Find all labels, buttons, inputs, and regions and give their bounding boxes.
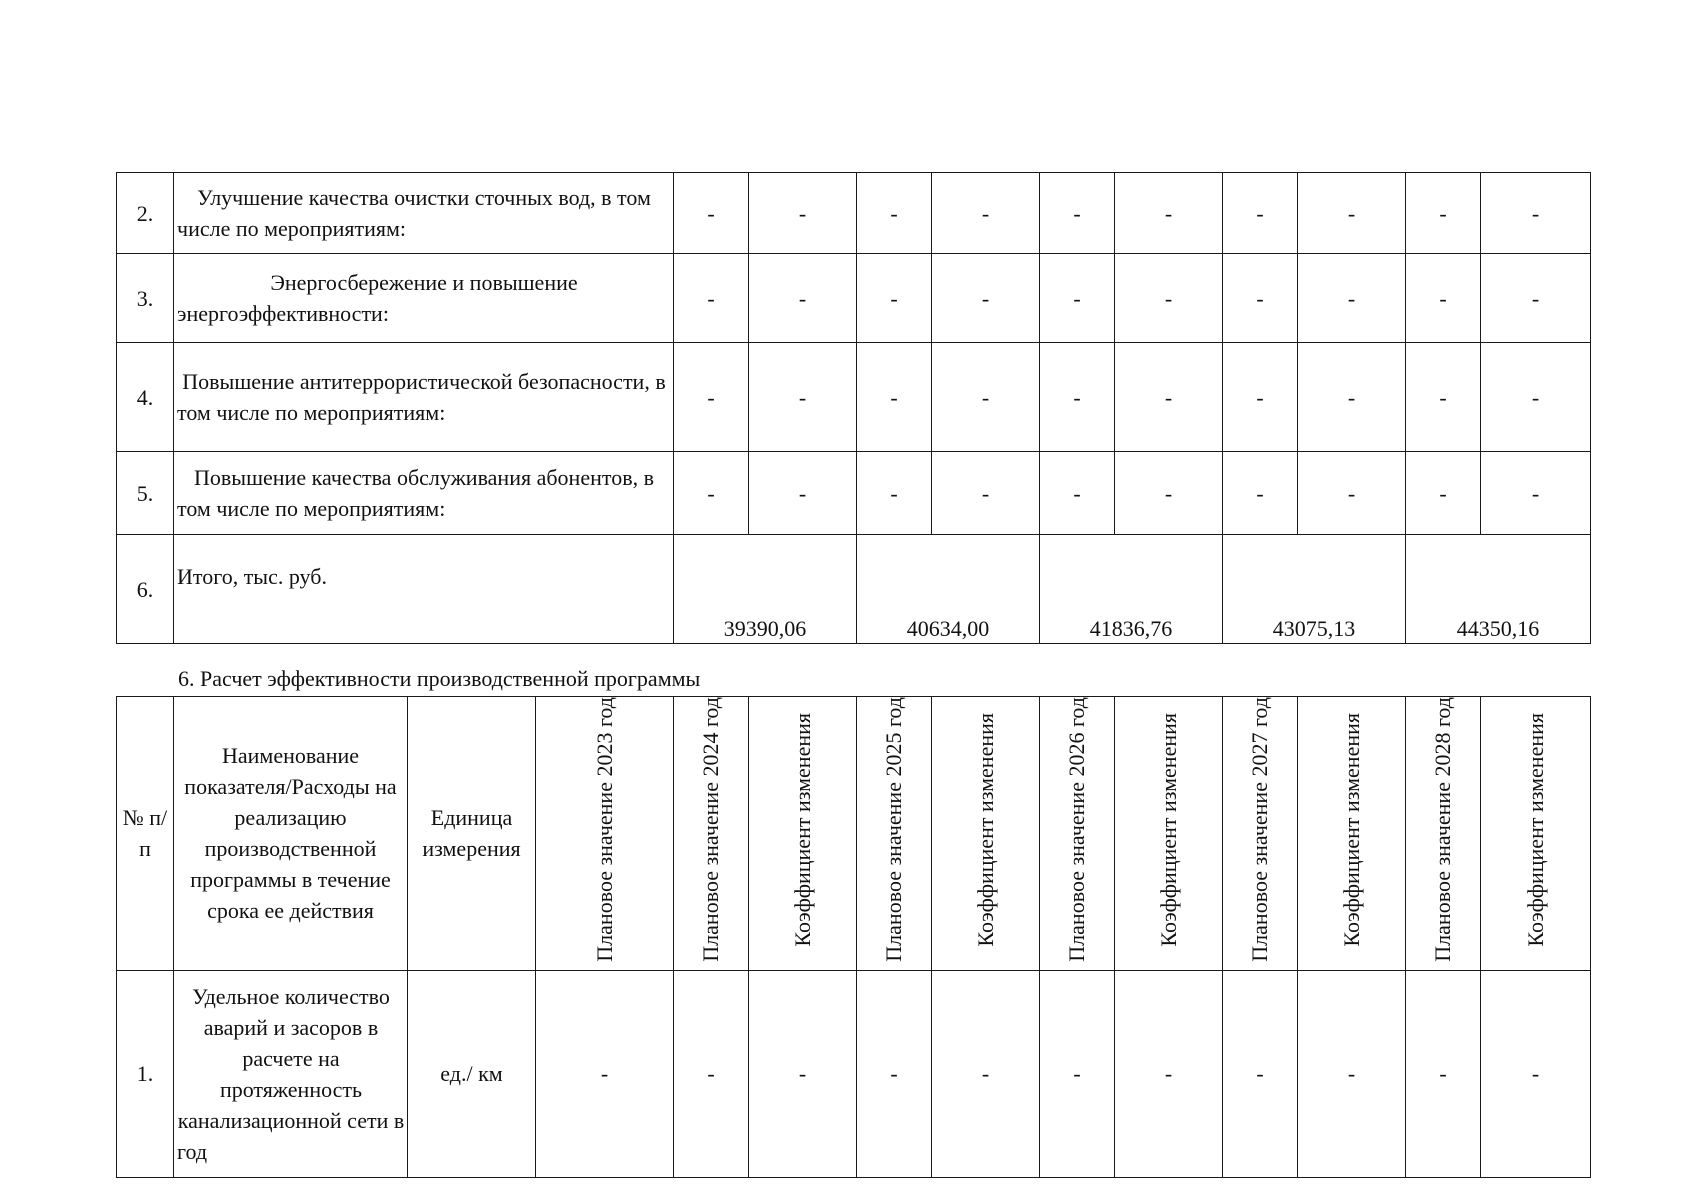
header-coef	[1298, 697, 1406, 971]
header-plan-2026	[1040, 697, 1115, 971]
table-cell: -	[1298, 452, 1406, 535]
table-cell: -	[1115, 452, 1223, 535]
header-label: Плановое значение 2027 год	[1247, 697, 1272, 962]
header-coef	[1481, 697, 1591, 971]
table-cell: -	[1223, 254, 1298, 343]
table-row	[117, 970, 1591, 1177]
table-cell: -	[1040, 343, 1115, 452]
row-number: 6.	[117, 535, 174, 644]
table-row	[117, 452, 1591, 535]
header-label: Коэффициент изменения	[1155, 712, 1181, 947]
header-plan-2027	[1223, 697, 1298, 971]
row-name: Повышение антитеррористической безопасности, в том числе по мероприятиям:	[174, 343, 674, 452]
header-label: Плановое значение 2025 год	[881, 697, 906, 962]
table-cell: -	[1223, 452, 1298, 535]
table-cell: -	[857, 343, 932, 452]
table-cell: -	[1406, 970, 1481, 1177]
row-name: Улучшение качества очистки сточных вод, в том числе по мероприятиям:	[174, 173, 674, 254]
table-cell: -	[1040, 173, 1115, 254]
header-num: № п/п	[117, 697, 174, 971]
table-cell: -	[932, 970, 1040, 1177]
table-cell: -	[857, 970, 932, 1177]
table-cell: -	[1115, 970, 1223, 1177]
total-cell	[674, 535, 857, 644]
table-cell: -	[1115, 173, 1223, 254]
table-cell: -	[857, 173, 932, 254]
total-value: 40634,00	[906, 616, 990, 641]
total-value: 44350,16	[1456, 616, 1540, 641]
table-cell: -	[1115, 343, 1223, 452]
table-cell: -	[1481, 970, 1591, 1177]
table-cell: -	[674, 343, 749, 452]
row-number: 4.	[117, 343, 174, 452]
row-name: Итого, тыс. руб.	[174, 535, 674, 644]
table-cell: -	[1481, 343, 1591, 452]
table-cell: -	[1040, 970, 1115, 1177]
table-cell: -	[674, 254, 749, 343]
table-cell: -	[749, 173, 857, 254]
header-coef	[749, 697, 857, 971]
table-cell: -	[1040, 452, 1115, 535]
row-number: 5.	[117, 452, 174, 535]
header-label: Коэффициент изменения	[1338, 712, 1364, 947]
table-cell: -	[1481, 173, 1591, 254]
table-cell: -	[932, 452, 1040, 535]
header-coef	[1115, 697, 1223, 971]
row-number: 3.	[117, 254, 174, 343]
table-cell: -	[1115, 254, 1223, 343]
total-cell	[1040, 535, 1223, 644]
table-cell: -	[857, 452, 932, 535]
total-value: 43075,13	[1272, 616, 1356, 641]
row-unit: ед./ км	[408, 970, 536, 1177]
total-cell	[1406, 535, 1591, 644]
table-cell: -	[857, 254, 932, 343]
table-row	[117, 254, 1591, 343]
table-cell: -	[1481, 254, 1591, 343]
table-cell: -	[1223, 173, 1298, 254]
table-cell: -	[932, 173, 1040, 254]
row-name: Удельное количество аварий и засоров в расчете на протяженность канализационной сети в год	[174, 970, 408, 1177]
header-name: Наименование показателя/Расходы на реализацию производственной программы в течение срока ее действия	[174, 697, 408, 971]
header-label: Плановое значение 2024 год	[698, 697, 723, 962]
total-row	[117, 535, 1591, 644]
table-cell: -	[1406, 254, 1481, 343]
table-cell: -	[674, 173, 749, 254]
table-cell: -	[749, 254, 857, 343]
table-cell: -	[1298, 254, 1406, 343]
header-plan-2028	[1406, 697, 1481, 971]
header-plan-2023	[536, 697, 674, 971]
table-cell: -	[674, 452, 749, 535]
efficiency-table	[116, 696, 1591, 1178]
table-cell: -	[1040, 254, 1115, 343]
header-label: Коэффициент изменения	[789, 712, 815, 947]
table-cell: -	[1406, 343, 1481, 452]
total-value: 39390,06	[723, 616, 807, 641]
header-unit: Единица измерения	[408, 697, 536, 971]
table-cell: -	[1298, 173, 1406, 254]
table-cell: -	[1223, 970, 1298, 1177]
row-number: 2.	[117, 173, 174, 254]
table-cell: -	[1298, 343, 1406, 452]
table-cell: -	[1481, 452, 1591, 535]
table-cell: -	[932, 343, 1040, 452]
table-cell: -	[1223, 343, 1298, 452]
table-cell: -	[749, 970, 857, 1177]
row-number: 1.	[117, 970, 174, 1177]
table-cell: -	[749, 452, 857, 535]
header-plan-2025	[857, 697, 932, 971]
table-cell: -	[1406, 452, 1481, 535]
header-label: Коэффициент изменения	[972, 712, 998, 947]
row-name: Энергосбережение и повышение энергоэффективности:	[174, 254, 674, 343]
table-cell: -	[1406, 173, 1481, 254]
table-cell: -	[932, 254, 1040, 343]
header-label: Плановое значение 2026 год	[1064, 697, 1089, 962]
table-row	[117, 343, 1591, 452]
table-cell: -	[749, 343, 857, 452]
table-cell: -	[1298, 970, 1406, 1177]
row-name: Повышение качества обслуживания абонентов, в том числе по мероприятиям:	[174, 452, 674, 535]
header-row	[117, 697, 1591, 971]
header-coef	[932, 697, 1040, 971]
total-cell	[1223, 535, 1406, 644]
header-label: Коэффициент изменения	[1522, 712, 1548, 947]
table-cell: -	[536, 970, 674, 1177]
header-label: Плановое значение 2028 год	[1430, 697, 1455, 962]
header-plan-2024	[674, 697, 749, 971]
expenses-table	[116, 172, 1591, 644]
total-cell	[857, 535, 1040, 644]
table-cell: -	[674, 970, 749, 1177]
header-label: Плановое значение 2023 год	[591, 697, 617, 962]
total-value: 41836,76	[1089, 616, 1173, 641]
section-title: 6. Расчет эффективности производственной программы	[178, 666, 701, 691]
table-row	[117, 173, 1591, 254]
